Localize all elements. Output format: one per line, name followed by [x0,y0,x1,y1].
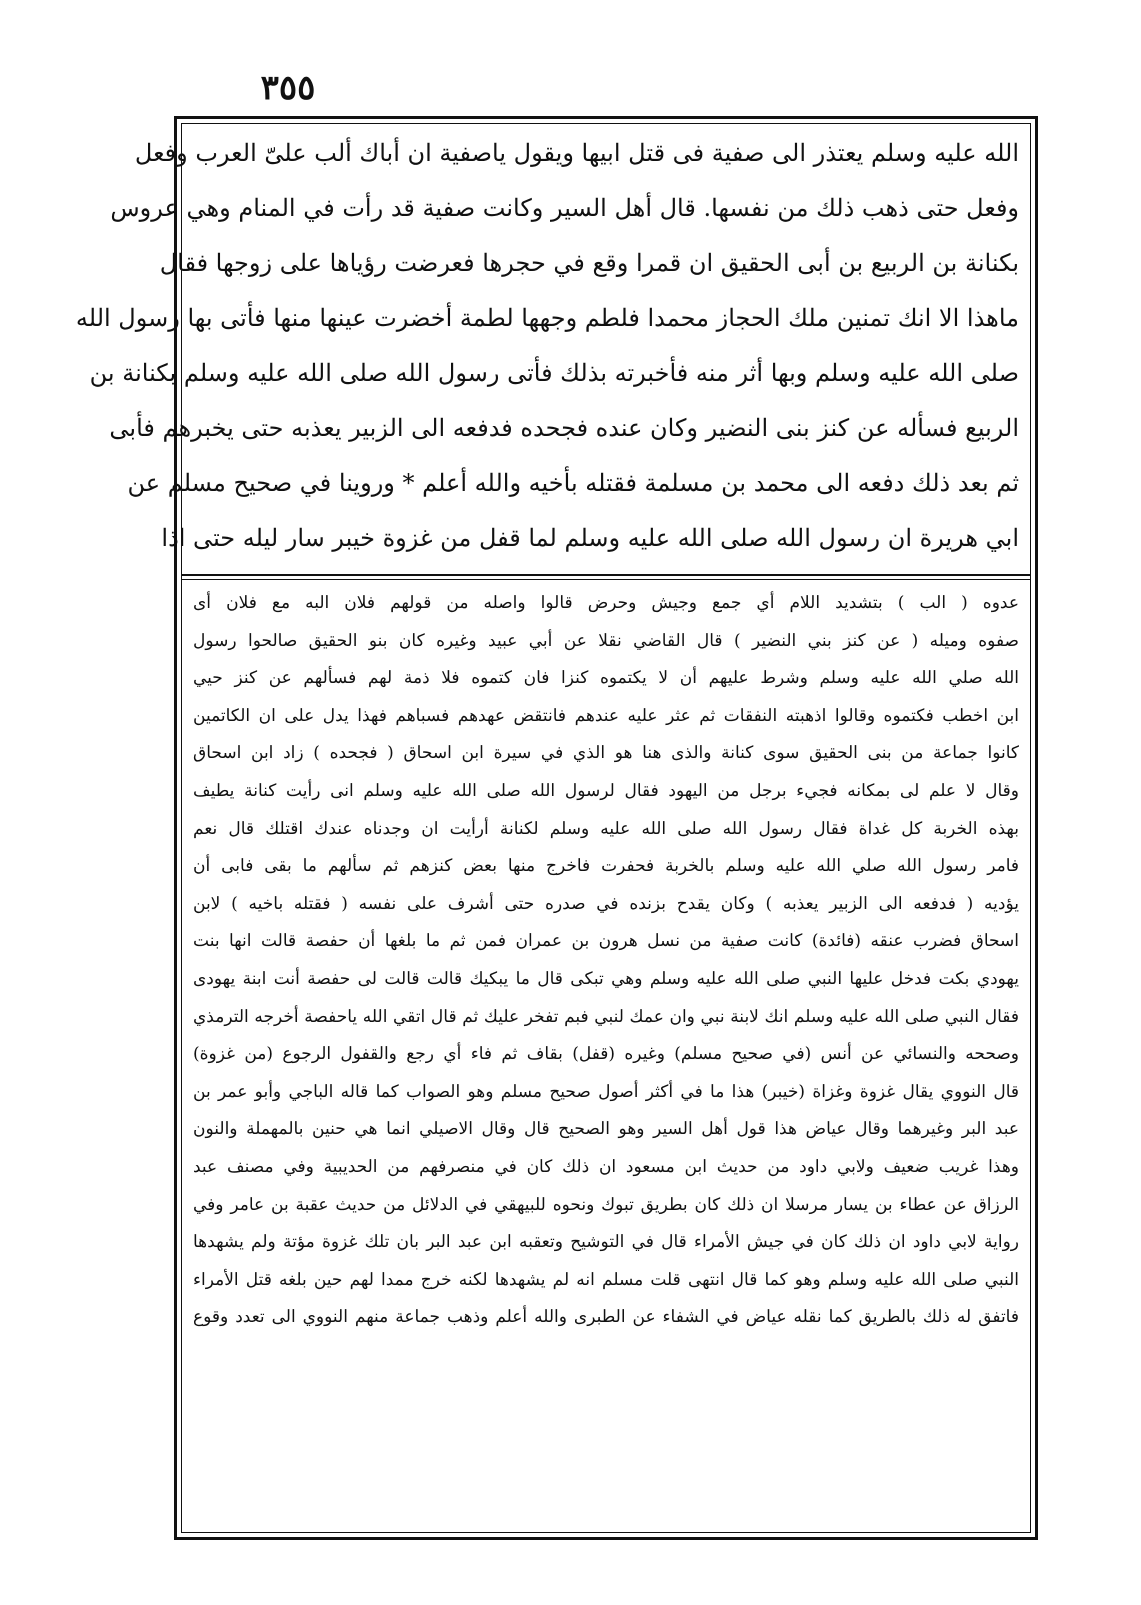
commentary-line: فامر رسول الله صلي الله عليه وسلم بالخربة فحفرت فاخرج منها بعض كنزهم ثم سألهم ما بقى فابى أن [193,856,1020,877]
commentary-line: الرزاق عن عطاء بن يسار مرسلا ان ذلك كان بطريق تبوك ونحوه للبيهقي في الدلائل من حديث عقبة بن عامر وفي [193,1194,1019,1215]
commentary-line: وصححه والنسائي عن أنس (في صحيح مسلم) وغيره (قفل) بقاف ثم فاء أي رجع والقفول الرجوع (من غزوة) [193,1044,1019,1065]
main-text-block [75,126,1019,566]
section-divider-thin [181,579,1031,580]
commentary-line: عبد البر وغيرهما وقال عياض هذا قول أهل السير وهو الصحيح قال وقال الاصيلي انما هي حنين بالمهملة والنون [193,1119,1019,1140]
main-text-line: ثم بعد ذلك دفعه الى محمد بن مسلمة فقتله بأخيه والله أعلم * وروينا في صحيح مسلم عن [127,469,1019,497]
commentary-line: ابن اخطب فكتموه وقالوا اذهبته النفقات ثم عثر عليه عندهم فانتقض عهدهم فسباهم فهذا يدل على ان الكاتمين [193,705,1019,726]
page-number: ٣٥٥ [260,68,316,108]
commentary-line: فاتفق له ذلك بالطريق كما نقله عياض في الشفاء عن الطبرى والله أعلم وذهب جماعة منهم النووي الى تعدد وقوع [193,1307,1019,1328]
commentary-line: يؤديه ( فدفعه الى الزبير يعذبه ) وكان يقدح بزنده في صدره حتى أشرف على نفسه ( فقتله باخيه ) لابن [193,893,1019,914]
commentary-line: يهودي بكت فدخل عليها النبي صلى الله عليه وسلم وهي تبكى قال ما يبكيك قالت قالت لى حفصة أنت ابنة يهودى [193,968,1019,989]
commentary-line: قال النووي يقال غزوة وغزاة (خيبر) هذا ما في أكثر أصول صحيح مسلم وهو الصواب كما قاله الباجي وأبو عمر بن [193,1081,1019,1102]
main-text-line: وفعل حتى ذهب ذلك من نفسها. قال أهل السير وكانت صفية قد رأت في المنام وهي عروس [110,194,1019,222]
commentary-line: بهذه الخربة كل غداة فقال رسول الله صلى الله عليه وسلم لكنانة أرأيت ان وجدناه عندك اقتلك قال نعم [193,818,1019,839]
section-divider [181,574,1031,576]
main-text-line: ماهذا الا انك تمنين ملك الحجاز محمدا فلطم وجهها لطمة أخضرت عينها منها فأتى بها رسول الله [75,304,1019,332]
commentary-line: النبي صلى الله عليه وسلم وهو كما قال انتهى قلت مسلم انه لم يشهدها لكنه خرج ممدا لهم حين بلغه قتل الأمراء [193,1269,1019,1290]
main-text-line: الله عليه وسلم يعتذر الى صفية فى قتل ابيها ويقول ياصفية ان أباك ألب علىّ العرب وفعل [134,139,1019,167]
main-text-line: بكنانة بن الربيع بن أبى الحقيق ان قمرا وقع في حجرها فعرضت رؤياها على زوجها فقال [159,249,1019,277]
commentary-line: صفوه وميله ( عن كنز بني النضير ) قال القاضي نقلا عن أبي عبيد وغيره كان بنو الحقيق صالحوا رسول [193,630,1019,651]
main-text-line: الربيع فسأله عن كنز بنى النضير وكان عنده فجحده فدفعه الى الزبير يعذبه حتى يخبرهم فأبى [109,414,1019,442]
commentary-line: وهذا غريب ضعيف ولابي داود من حديث ابن مسعود ان ذلك كان في منصرفهم من الحديبية وفي مصنف عبد [193,1156,1019,1177]
commentary-line: عدوه ( الب ) بتشديد اللام أي جمع وجيش وحرض قالوا واصله من قولهم فلان البه مع فلان أى [193,593,1019,613]
main-text-line: صلى الله عليه وسلم وبها أثر منه فأخبرته بذلك فأتى رسول الله صلى الله عليه وسلم بكنانة بن [89,359,1019,387]
commentary-line: فقال النبي صلى الله عليه وسلم انك لابنة نبي وان عمك لنبي فبم تفخر عليك ثم قال اتقي الله ياحفصة أخرجه الترمذي [193,1006,1019,1027]
main-text-line: ابي هريرة ان رسول الله صلى الله عليه وسلم لما قفل من غزوة خيبر سار ليله حتى اذا [161,524,1019,552]
commentary-line: الله صلي الله عليه وسلم وشرط عليهم أن لا يكتموه كنزا فان كتموه فلا ذمة لهم فسألهم عن كنز حيي [193,668,1019,689]
commentary-line: وقال لا علم لى بمكانه فجيء برجل من اليهود فقال لرسول الله صلى الله عليه وسلم انى رأيت كنانة يطيف [193,780,1019,801]
commentary-line: رواية لابي داود ان ذلك كان في جيش الأمراء قال في التوشيح وتعقبه ابن عبد البر بان تلك غزوة مؤتة ولم يشهدها [193,1232,1019,1253]
commentary-line: كانوا جماعة من بنى الحقيق سوى كنانة والذى هنا هو الذي في سيرة ابن اسحاق ( فجحده ) زاد ابن اسحاق [193,743,1019,764]
commentary-line: اسحاق فضرب عنقه (فائدة) كانت صفية من نسل هرون بن عمران فمن ثم ما بلغها أن حفصة قالت انها بنت [193,931,1019,952]
commentary-text-block [193,585,1019,1337]
